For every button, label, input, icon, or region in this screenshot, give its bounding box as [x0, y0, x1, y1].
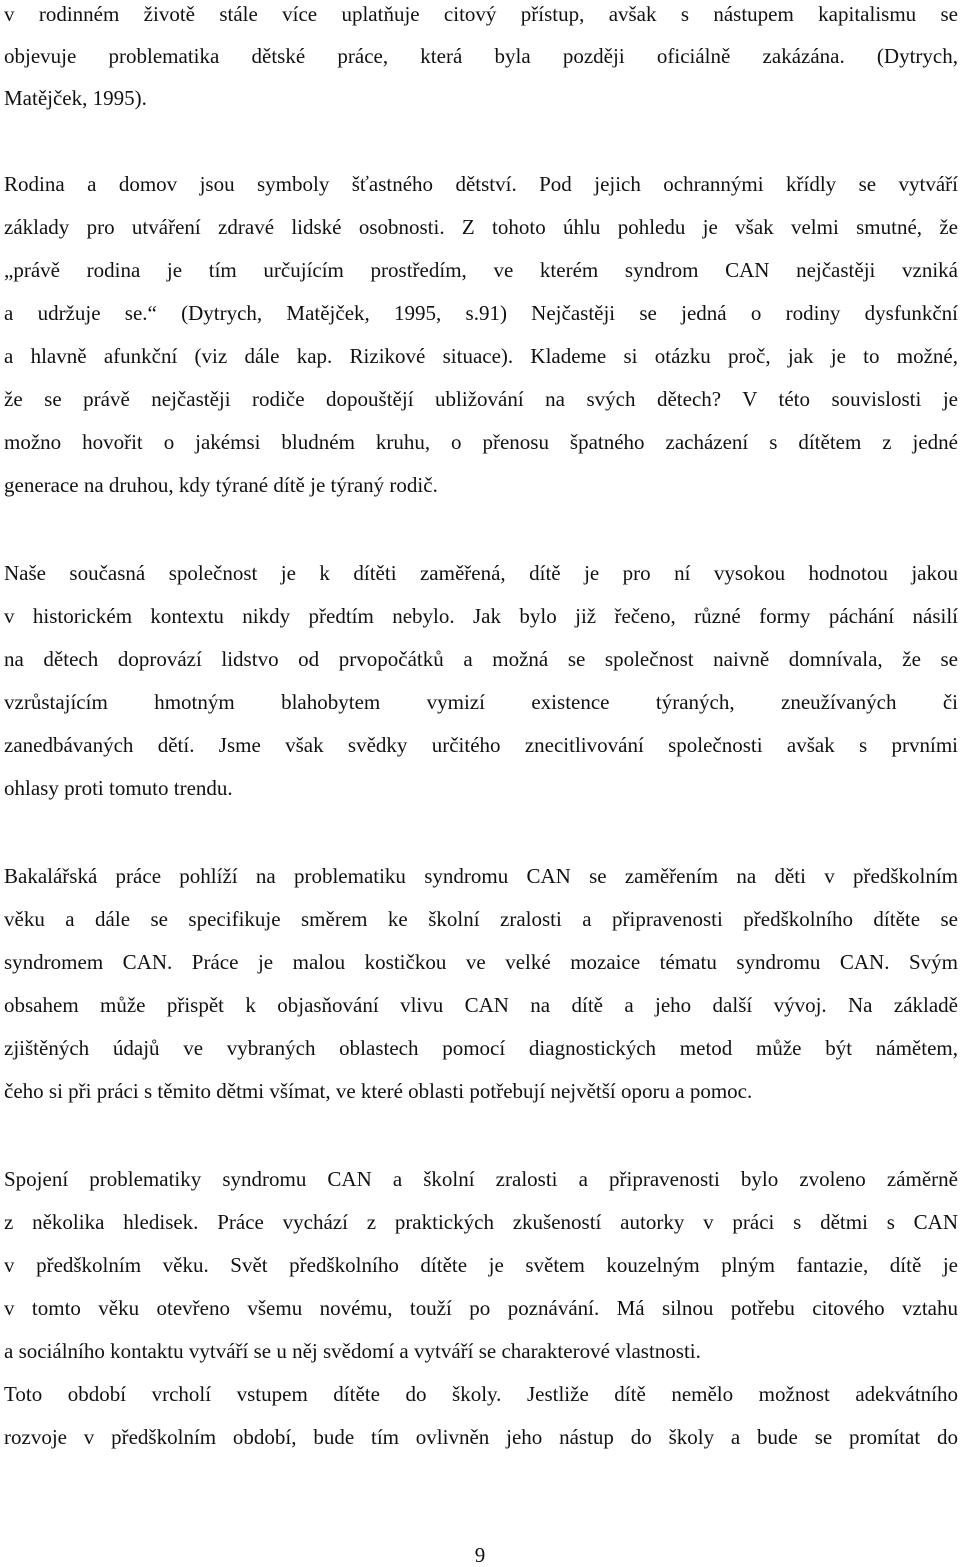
text-line: na dětech doprovází lidstvo od prvopočátků a možná se společnost naivně domnívala, že se [4, 647, 958, 671]
text-line: zjištěných údajů ve vybraných oblastech pomocí diagnostických metod může být námětem, [4, 1036, 958, 1060]
text-line: základy pro utváření zdravé lidské osobnosti. Z tohoto úhlu pohledu je však velmi smutné, že [4, 215, 958, 239]
text-line: vzrůstajícím hmotným blahobytem vymizí existence týraných, zneužívaných či [4, 690, 958, 714]
text-line: že se právě nejčastěji rodiče dopouštějí ubližování na svých dětech? V této souvislosti je [4, 387, 958, 411]
text-line: objevuje problematika dětské práce, která byla později oficiálně zakázána. (Dytrych, [4, 44, 958, 68]
text-line: Bakalářská práce pohlíží na problematiku syndromu CAN se zaměřením na děti v předškolním [4, 864, 958, 888]
text-line: v historickém kontextu nikdy předtím nebylo. Jak bylo již řečeno, různé formy páchání násilí [4, 604, 958, 628]
text-line: a udržuje se.“ (Dytrych, Matějček, 1995, s.91) Nejčastěji se jedná o rodiny dysfunkční [4, 301, 958, 325]
text-line: v rodinném životě stále více uplatňuje citový přístup, avšak s nástupem kapitalismu se [4, 2, 958, 26]
text-line: Naše současná společnost je k dítěti zaměřená, dítě je pro ní vysokou hodnotou jakou [4, 561, 958, 585]
text-line: Rodina a domov jsou symboly šťastného dětství. Pod jejich ochrannými křídly se vytváří [4, 172, 958, 196]
text-line: v tomto věku otevřeno všemu novému, touží po poznávání. Má silnou potřebu citového vztahu [4, 1296, 958, 1320]
text-line: věku a dále se specifikuje směrem ke školní zralosti a připravenosti předškolního dítěte se [4, 907, 958, 931]
text-line: z několika hledisek. Práce vychází z praktických zkušeností autorky v práci s dětmi s CAN [4, 1210, 958, 1234]
text-line: syndromem CAN. Práce je malou kostičkou ve velké mozaice tématu syndromu CAN. Svým [4, 950, 958, 974]
text-line: rozvoje v předškolním období, bude tím ovlivněn jeho nástup do školy a bude se promítat do [4, 1425, 958, 1449]
text-line: možno hovořit o jakémsi bludném kruhu, o přenosu špatného zacházení s dítětem z jedné [4, 430, 958, 454]
text-line: obsahem může přispět k objasňování vlivu CAN na dítě a jeho další vývoj. Na základě [4, 993, 958, 1017]
text-line: zanedbávaných dětí. Jsme však svědky určitého znecitlivování společnosti avšak s prvními [4, 733, 958, 757]
text-line: Spojení problematiky syndromu CAN a školní zralosti a připravenosti bylo zvoleno záměrně [4, 1167, 958, 1191]
text-line: Matějček, 1995). [4, 86, 147, 110]
text-line: generace na druhou, kdy týrané dítě je týraný rodič. [4, 473, 438, 497]
text-line: Toto období vrcholí vstupem dítěte do školy. Jestliže dítě nemělo možnost adekvátního [4, 1382, 958, 1406]
text-line: „právě rodina je tím určujícím prostředím, ve kterém syndrom CAN nejčastěji vzniká [4, 258, 958, 282]
text-line: ohlasy proti tomuto trendu. [4, 776, 233, 800]
text-line: v předškolním věku. Svět předškolního dítěte je světem kouzelným plným fantazie, dítě je [4, 1253, 958, 1277]
text-line: a sociálního kontaktu vytváří se u něj svědomí a vytváří se charakterové vlastnosti. [4, 1339, 701, 1363]
text-line: čeho si při práci s těmito dětmi všímat, ve které oblasti potřebují největší oporu a pomoc. [4, 1079, 753, 1103]
page-number: 9 [474, 1543, 486, 1567]
text-line: a hlavně afunkční (viz dále kap. Rizikové situace). Klademe si otázku proč, jak je to možné, [4, 344, 958, 368]
